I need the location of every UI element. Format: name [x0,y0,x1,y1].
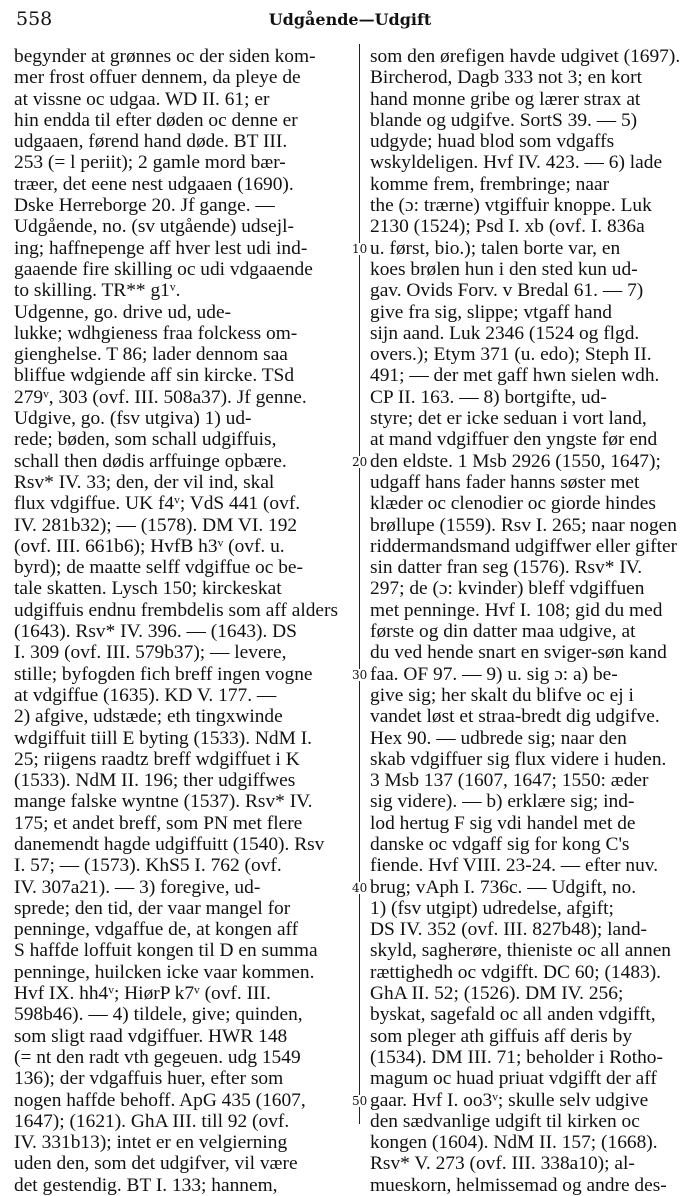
left-column-line: penninge, huilcken icke vaar kommen. [14,961,315,983]
left-column-line: udgiffuis endnu frembdelis som aff alders [14,599,339,621]
right-column-line: met penninge. Hvf I. 108; gid du med [370,599,663,621]
column-divider [359,44,360,1124]
right-column-line: faa. OF 97. — 9) u. sig ɔ: a) be- [370,663,618,685]
right-column-line: styre; det er icke seduan i vort land, [370,408,647,430]
left-column-line: Udgående, no. (sv utgående) udsejl- [14,216,294,238]
left-column [14,46,344,1196]
left-column-line: 598b46). — 4) tildele, give; quinden, [14,1004,303,1026]
right-column-line: wskyldeligen. Hvf IV. 423. — 6) lade [370,152,663,174]
right-column-line: GhA II. 52; (1526). DM IV. 256; [370,983,624,1005]
right-column-line: gav. Ovids Forv. v Bredal 61. — 7) [370,280,644,302]
margin-line-number: 40 [352,882,376,894]
left-column-line: stille; byfogden fich breff ingen vogne [14,663,313,685]
right-column-line: DS IV. 352 (ovf. III. 827b48); land- [370,919,647,941]
right-column-line: fiende. Hvf VIII. 23-24. — efter nuv. [370,855,659,877]
left-column-line: uden den, som det udgifver, vil være [14,1153,298,1175]
left-column-line: 279ᵛ, 303 (ovf. III. 508a37). Jf genne. [14,386,307,408]
right-column-line: the (ɔ: trærne) vtgiffuir knoppe. Luk [370,195,652,217]
right-column-line: koes brølen hun i den sted kun ud- [370,258,638,280]
right-column-line: sin datter fran seg (1576). Rsv* IV. [370,557,643,579]
right-column-line: udgyde; huad blod som vdgaffs [370,131,615,153]
left-column-line: hin endda til efter døden oc denne er [14,109,298,131]
left-column-line: træer, det eene nest udgaaen (1690). [14,173,294,195]
left-column-line: I. 309 (ovf. III. 579b37); — levere, [14,642,287,664]
right-column-line: CP II. 163. — 8) bortgifte, ud- [370,386,607,408]
right-column-line: u. først, bio.); talen borte var, en [370,237,621,259]
right-column-line: sig videre). — b) erklære sig; ind- [370,791,635,813]
left-column-line: (ovf. III. 661b6); HvfB h3ᵛ (ovf. u. [14,535,285,557]
left-column-line: bliffue wdgiende aff sin kircke. TSd [14,365,295,387]
margin-line-number: 50 [352,1095,376,1107]
left-column-line: nogen haffde behoff. ApG 435 (1607, [14,1089,306,1111]
right-column-line: rættighedh oc vdgifft. DC 60; (1483). [370,961,662,983]
right-column-line: udgaff hans fader hanns søster met [370,471,640,493]
right-column-line: du ved hende snart en sviger-søn kand [370,642,667,664]
left-column-line: 253 (= l periit); 2 gamle mord bær- [14,152,286,174]
left-column-line: (1643). Rsv* IV. 396. — (1643). DS [14,621,297,643]
right-column-line: blande og udgifve. SortS 39. — 5) [370,109,638,131]
right-column-line: brøllupe (1559). Rsv I. 265; naar nogen [370,514,677,536]
left-column-line: som sligt raad vdgiffuer. HWR 148 [14,1025,288,1047]
right-column-line: overs.); Etym 371 (u. edo); Steph II. [370,344,652,366]
margin-line-number: 10 [352,243,376,255]
right-column-line: 2130 (1524); Psd I. xb (ovf. I. 836a [370,216,645,238]
right-column-line: som pleger ath giffuis aff deris by [370,1025,633,1047]
left-column-line: byrd); de maatte selff vdgiffue oc be- [14,557,303,579]
left-column-line: Rsv* IV. 33; den, der vil ind, skal [14,471,275,493]
right-column-line: lod hertug F sig vdi handel met de [370,812,636,834]
right-column-line: give sig; her skalt du blifve oc ej i [370,684,634,706]
left-column-line: 25; riigens raadtz breff wdgiffuet i K [14,748,300,770]
right-column-line: danske oc vdgaff sig for kong C's [370,833,630,855]
right-column-line: Bircherod, Dagb 333 not 3; en kort [370,67,642,89]
right-column-line: hand monne gribe og lærer strax at [370,88,641,110]
right-column-line: give fra sig, slippe; vtgaff hand [370,301,612,323]
right-column-line: sijn aand. Luk 2346 (1524 og flgd. [370,322,640,344]
right-column-line: magum oc huad priuat vdgifft der aff [370,1068,657,1090]
left-column-line: IV. 307a21). — 3) foregive, ud- [14,876,261,898]
left-column-line: Hvf IX. hh4ᵛ; HiørP k7ᵛ (ovf. III. [14,983,271,1005]
right-column-line: klæder oc clenodier oc giorde hindes [370,493,656,515]
page-header [16,6,684,34]
right-column-line: riddermandsmand udgiffwer eller gifter [370,535,678,557]
right-column-line: Hex 90. — udbrede sig; naar den [370,727,627,749]
left-column-line: Udgive, go. (fsv utgiva) 1) ud- [14,408,252,430]
right-column [370,46,700,1196]
right-column-line: at mand vdgiffuer den yngste før end [370,429,658,451]
right-column-line: den sædvanlige udgift til kirken oc [370,1110,640,1132]
right-column-line: den eldste. 1 Msb 2926 (1550, 1647); [370,450,661,472]
right-column-line: 297; de (ɔ: kvinder) bleff vdgiffuen [370,578,645,600]
left-column-line: danemendt hagde udgiffuitt (1540). Rsv [14,833,325,855]
right-column-line: første og din datter maa udgive, at [370,621,636,643]
left-column-line: mer frost offuer dennem, da pleye de [14,67,301,89]
left-column-line: ing; haffnepenge aff hver lest udi ind- [14,237,308,259]
left-column-line: 175; et andet breff, som PN met flere [14,812,303,834]
left-column-line: lukke; wdhgieness fraa folckess om- [14,322,298,344]
page-number: 558 [16,8,53,30]
left-column-line: 1647); (1621). GhA III. till 92 (ovf. [14,1110,290,1132]
left-column-line: I. 57; — (1573). KhS5 I. 762 (ovf. [14,855,282,877]
left-column-line: begynder at grønnes oc der siden kom- [14,46,316,67]
running-head: Udgående—Udgift [268,10,432,29]
right-column-line: (1534). DM III. 71; beholder i Rotho- [370,1046,663,1068]
right-column-line: mueskorn, helmissemad og andre des- [370,1174,667,1196]
right-column-line: gaar. Hvf I. oo3ᵛ; skulle selv udgive [370,1089,649,1111]
right-column-line: komme frem, frembringe; naar [370,173,610,195]
left-column-line: at vdgiffue (1635). KD V. 177. — [14,684,277,706]
left-column-line: udgaaen, førend hand døde. BT III. [14,131,288,153]
left-column-line: gienghelse. T 86; lader dennom saa [14,344,288,366]
right-column-line: 1) (fsv utgipt) udredelse, afgift; [370,897,614,919]
left-column-line: S haffde loffuit kongen til D en summa [14,940,318,962]
left-column-line: Dske Herreborge 20. Jf gange. — [14,195,275,217]
left-column-line: schall then dødis arffuinge opbære. [14,450,287,472]
margin-line-number: 30 [352,669,376,681]
right-column-line: skyld, sagherøre, thieniste oc all annen [370,940,671,962]
left-column-line: at vissne oc udgaa. WD II. 61; er [14,88,270,110]
left-column-line: IV. 331b13); intet er en velgierning [14,1132,288,1154]
left-column-line: det gestendig. BT I. 133; hannem, [14,1174,278,1196]
left-column-line: flux vdgiffue. UK f4ᵛ; VdS 441 (ovf. [14,493,301,515]
margin-line-number: 20 [352,456,376,468]
right-column-line: vandet løst et straa-bredt dig udgifve. [370,706,660,728]
right-column-line: kongen (1604). NdM II. 157; (1668). [370,1132,658,1154]
left-column-line: Udgenne, go. drive ud, ude- [14,301,232,323]
left-column-line: tale skatten. Lysch 150; kirckeskat [14,578,282,600]
left-column-line: to skilling. TR** g1ᵛ. [14,280,181,302]
right-column-line: Rsv* V. 273 (ovf. III. 338a10); al- [370,1153,635,1175]
left-column-line: (1533). NdM II. 196; ther udgiffwes [14,770,296,792]
left-column-line: gaaende fire skilling oc udi vdgaaende [14,258,313,280]
right-column-line: 491; — der met gaff hwn sielen wdh. [370,365,660,387]
left-column-line: 136); der vdgaffuis huer, efter som [14,1068,284,1090]
left-column-line: rede; bøden, som schall udgiffuis, [14,429,277,451]
left-column-line: wdgiffuit tiill E byting (1533). NdM I. [14,727,313,749]
right-column-line: som den ørefigen havde udgivet (1697). [370,46,681,67]
right-column-line: brug; vAph I. 736c. — Udgift, no. [370,876,637,898]
right-column-line: skab vdgiffuer sig flux videre i huden. [370,748,667,770]
right-column-line: 3 Msb 137 (1607, 1647; 1550: æder [370,770,649,792]
left-column-line: penninge, vdgaffue de, at kongen aff [14,919,299,941]
left-column-line: mange falske wyntne (1537). Rsv* IV. [14,791,313,813]
right-column-line: byskat, sagefald oc all anden vdgifft, [370,1004,656,1026]
left-column-line: 2) afgive, udstæde; eth tingxwinde [14,706,283,728]
left-column-line: (= nt den radt vth gegeuen. udg 1549 [14,1046,301,1068]
left-column-line: sprede; den tid, der vaar mangel for [14,897,291,919]
left-column-line: IV. 281b32); — (1578). DM VI. 192 [14,514,298,536]
